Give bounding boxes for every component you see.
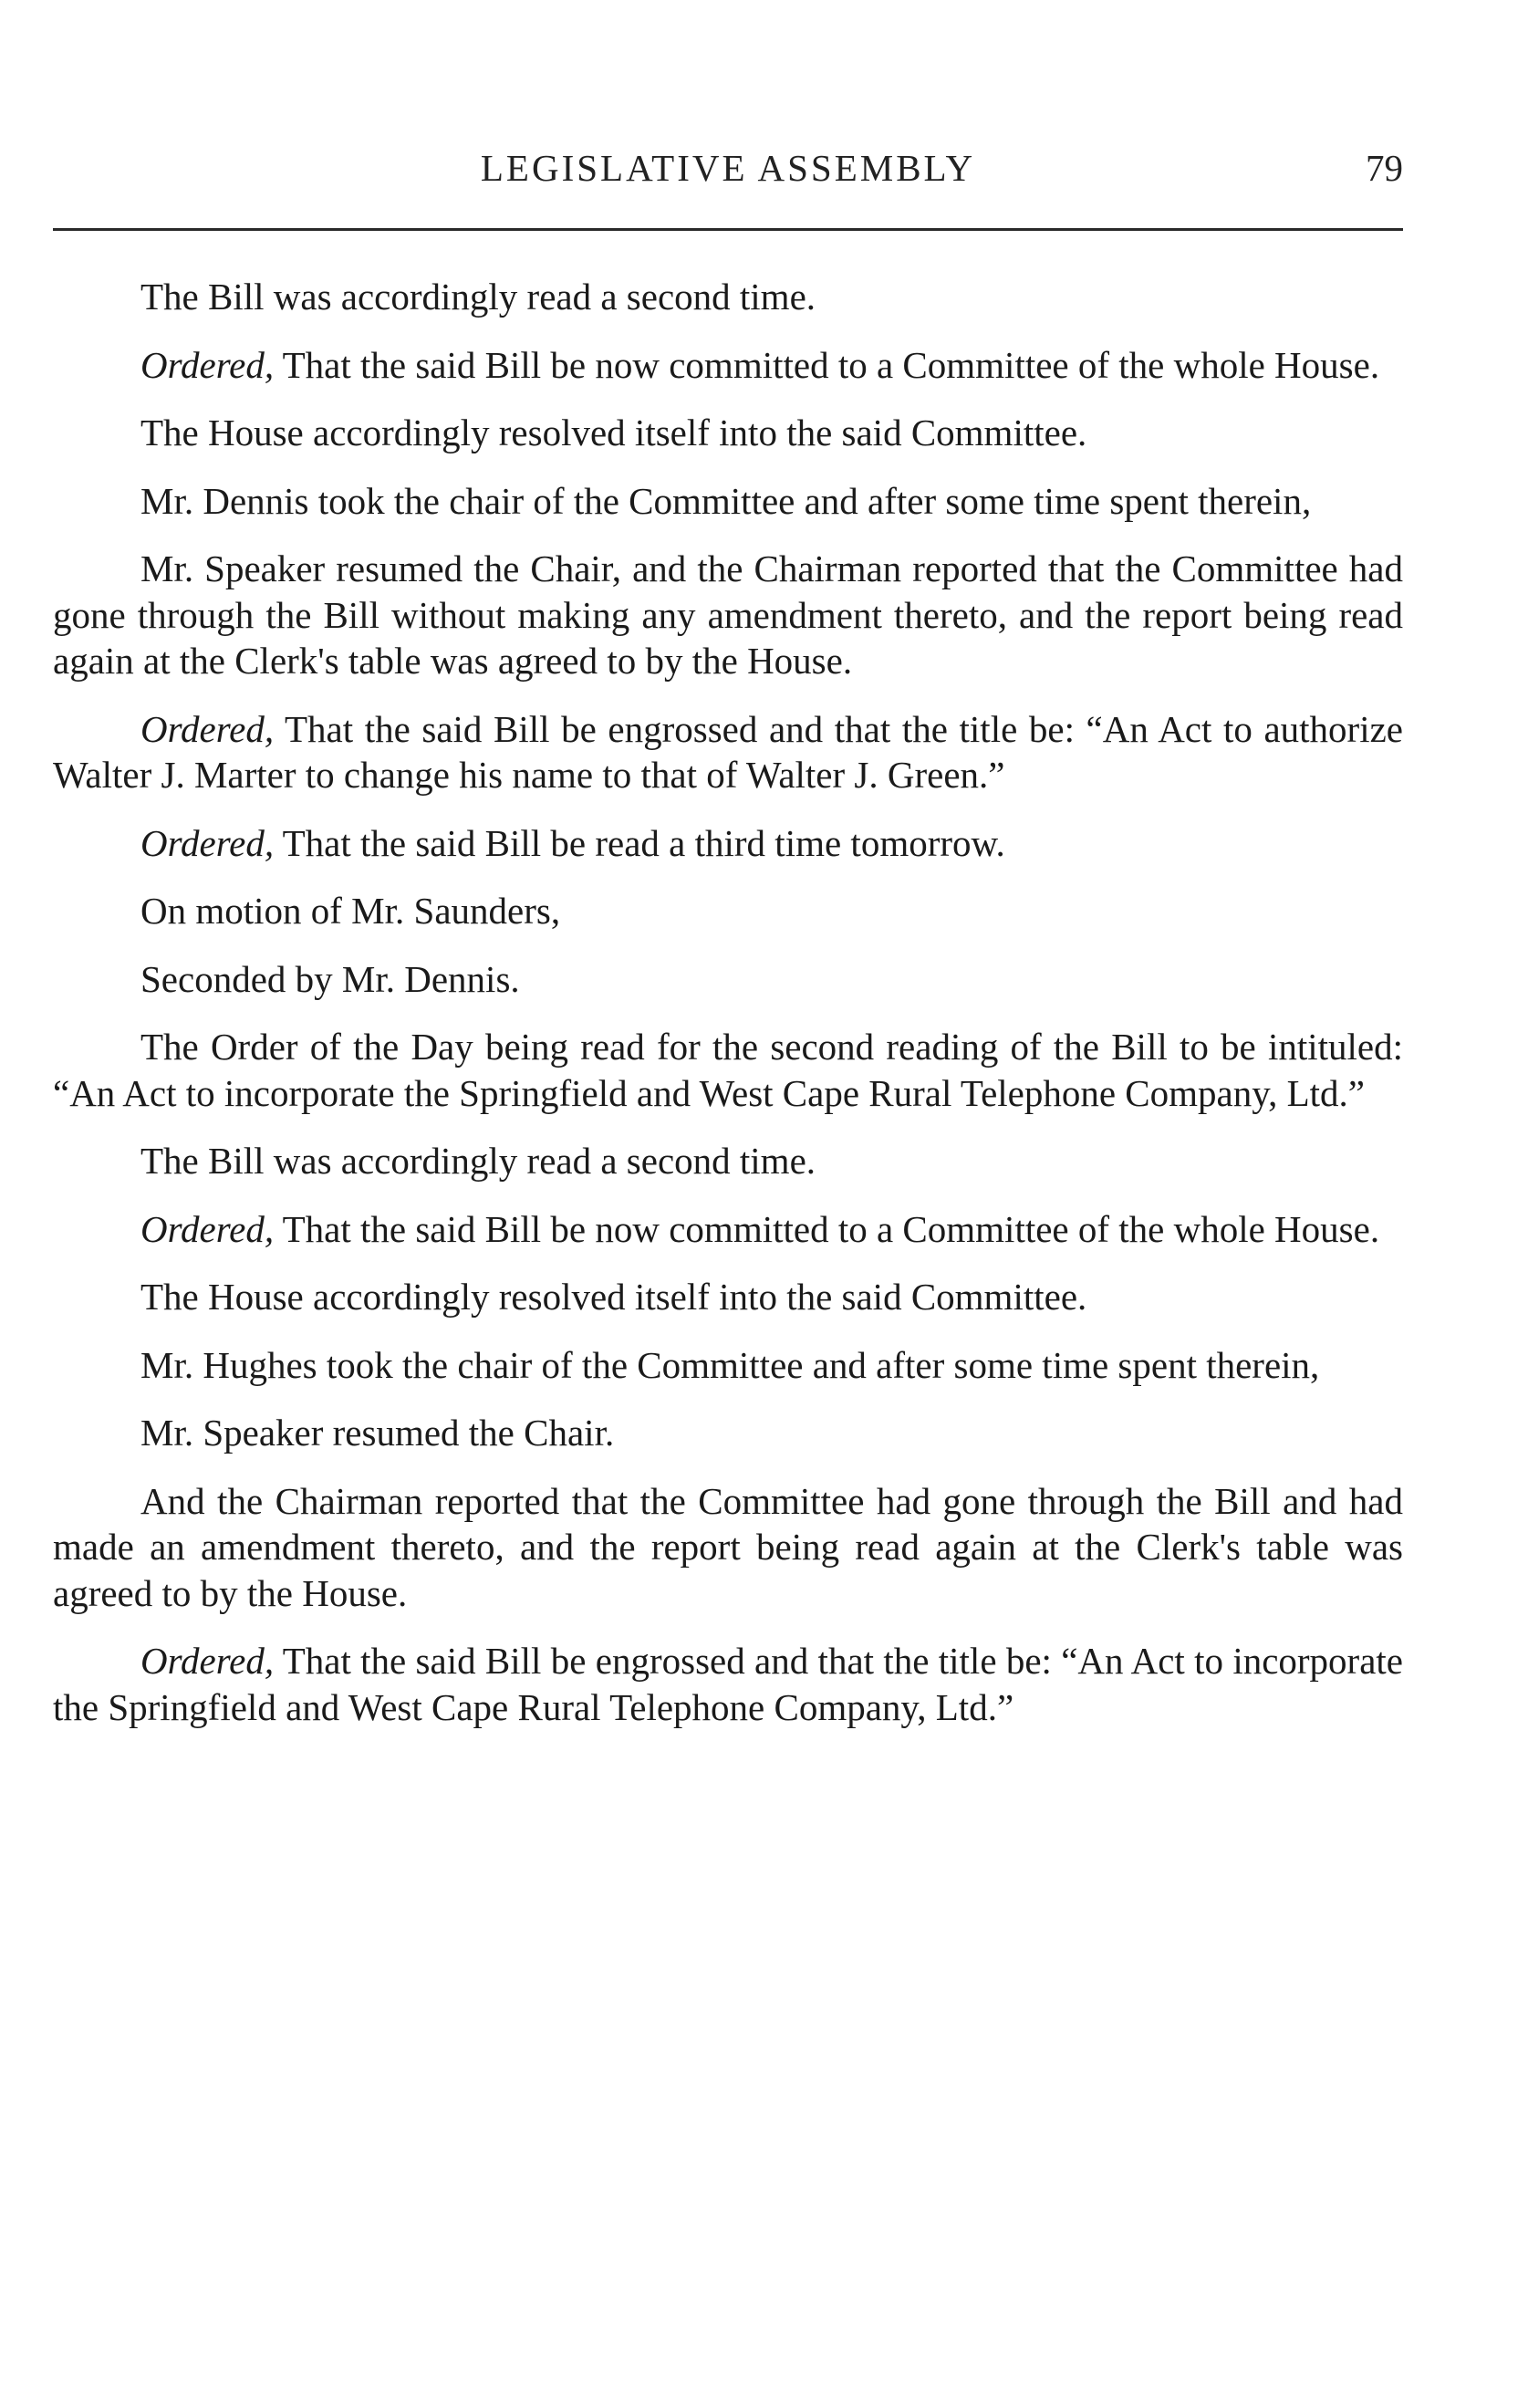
paragraph bbox=[53, 1206, 1403, 1253]
paragraph bbox=[53, 1138, 1403, 1184]
paragraph bbox=[53, 1638, 1403, 1730]
running-title: LEGISLATIVE ASSEMBLY bbox=[480, 147, 976, 189]
paragraph-text: The Order of the Day being read for the second reading of the Bill to be intituled: “An Act to incorporate the Springfield and West Cape Rural Telephone Company, Ltd.” bbox=[53, 1026, 1403, 1114]
paragraph-lead: Ordered, bbox=[140, 821, 275, 864]
paragraph bbox=[53, 410, 1403, 456]
paragraph bbox=[53, 706, 1403, 798]
paragraph-lead: Ordered, bbox=[140, 1207, 275, 1250]
paragraph-text: Mr. Speaker resumed the Chair. bbox=[140, 1412, 615, 1454]
paragraph-text: And the Chairman reported that the Committee had gone through the Bill and had made an amendment thereto, and the report being read again at the Clerk's table was agreed to by the House. bbox=[53, 1479, 1403, 1614]
paragraph-text: On motion of Mr. Saunders, bbox=[140, 890, 561, 932]
paragraph-text: Mr. Speaker resumed the Chair, and the Chairman reported that the Committee had gone through the Bill without making any amendment thereto, and the report being read again at the Clerk's table was agreed to by the House. bbox=[53, 547, 1403, 682]
paragraph-text: Mr. Dennis took the chair of the Committee and after some time spent therein, bbox=[140, 479, 1312, 522]
paragraph-text: The House accordingly resolved itself into the said Committee. bbox=[140, 412, 1087, 453]
page-number: 79 bbox=[1366, 147, 1403, 189]
paragraph bbox=[53, 546, 1403, 684]
paragraph-text: The Bill was accordingly read a second time. bbox=[140, 1140, 816, 1182]
paragraph bbox=[53, 956, 1403, 1003]
page-header bbox=[53, 144, 1403, 192]
paragraph bbox=[53, 820, 1403, 867]
body-text bbox=[53, 274, 1403, 1752]
paragraph-text: That the said Bill be now committed to a Committee of the whole House. bbox=[274, 1207, 1380, 1250]
paragraph-lead: Ordered, bbox=[140, 707, 275, 750]
paragraph-text: That the said Bill be engrossed and that the title be: “An Act to incorporate the Springfield and West Cape Rural Telephone Company, Ltd.” bbox=[53, 1640, 1403, 1728]
paragraph bbox=[53, 478, 1403, 525]
paragraph bbox=[53, 274, 1403, 320]
paragraph bbox=[53, 1274, 1403, 1320]
header-rule bbox=[53, 228, 1403, 231]
paragraph-lead: Ordered, bbox=[140, 343, 275, 386]
paragraph bbox=[53, 1342, 1403, 1389]
paragraph bbox=[53, 1478, 1403, 1617]
paragraph-text: The Bill was accordingly read a second time. bbox=[140, 276, 816, 318]
paragraph bbox=[53, 342, 1403, 389]
paragraph bbox=[53, 1024, 1403, 1116]
paragraph-text: Seconded by Mr. Dennis. bbox=[140, 957, 520, 1000]
paragraph-lead: Ordered, bbox=[140, 1640, 275, 1682]
paragraph-text: That the said Bill be read a third time tomorrow. bbox=[274, 821, 1005, 864]
paragraph-text: The House accordingly resolved itself into the said Committee. bbox=[140, 1276, 1087, 1318]
paragraph bbox=[53, 888, 1403, 934]
paragraph-text: That the said Bill be now committed to a Committee of the whole House. bbox=[274, 343, 1380, 386]
paragraph-text: That the said Bill be engrossed and that the title be: “An Act to authorize Walter J. Marter to change his name to that of Walter J. Green.” bbox=[53, 707, 1403, 796]
paragraph-text: Mr. Hughes took the chair of the Committee and after some time spent therein, bbox=[140, 1343, 1320, 1386]
paragraph bbox=[53, 1410, 1403, 1456]
